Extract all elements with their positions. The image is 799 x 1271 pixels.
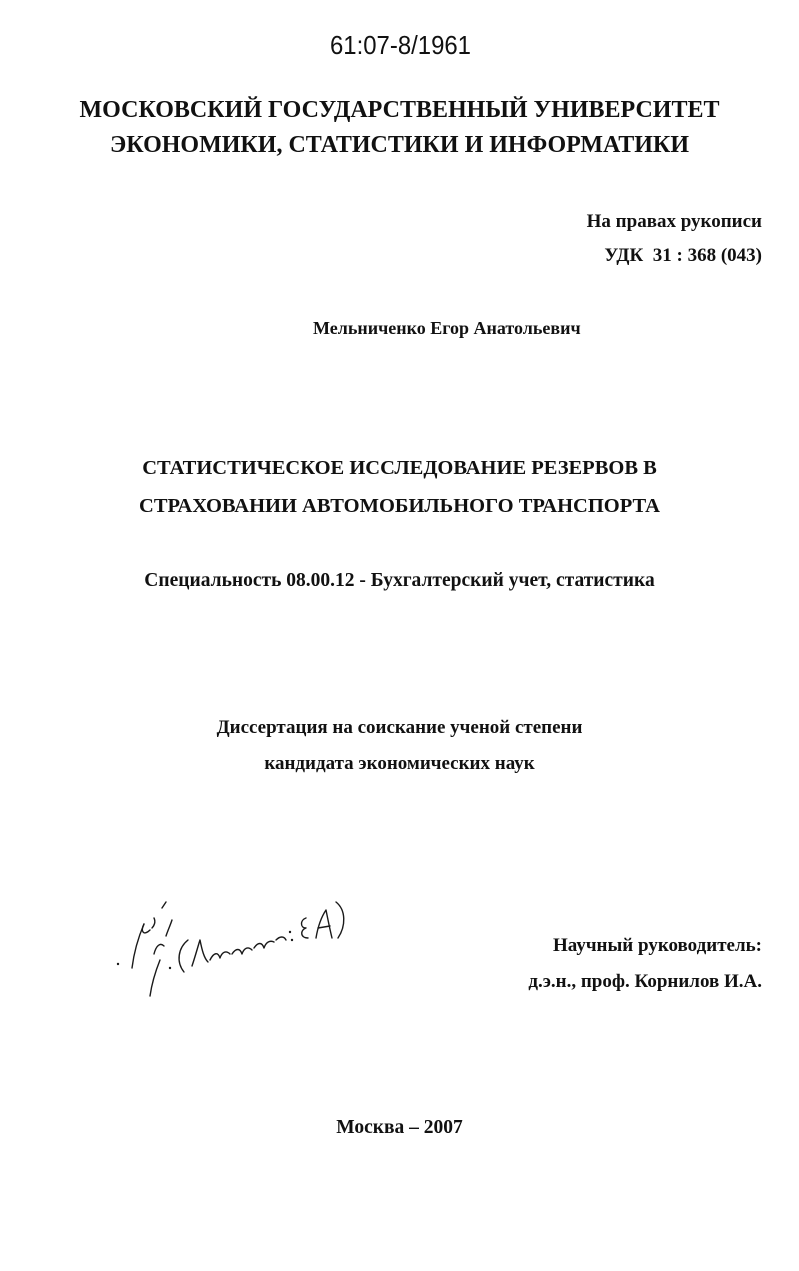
udk-code: УДК 31 : 368 (043) — [604, 245, 762, 266]
degree-statement-line-2: кандидата экономических наук — [264, 753, 535, 774]
university-name-line-1: МОСКОВСКИЙ ГОСУДАРСТВЕННЫЙ УНИВЕРСИТЕТ — [79, 97, 720, 123]
dissertation-title-line-2: СТРАХОВАНИИ АВТОМОБИЛЬНОГО ТРАНСПОРТА — [139, 495, 660, 517]
dissertation-title-line-1: СТАТИСТИЧЕСКОЕ ИССЛЕДОВАНИЕ РЕЗЕРВОВ В — [142, 457, 657, 479]
author-signature — [110, 880, 350, 1000]
supervisor-name: д.э.н., проф. Корнилов И.А. — [528, 971, 762, 992]
specialty-line: Специальность 08.00.12 - Бухгалтерский учет, статистика — [144, 570, 655, 591]
city-year: Москва – 2007 — [336, 1117, 463, 1138]
degree-statement-line-1: Диссертация на соискание ученой степени — [216, 717, 583, 738]
supervisor-label: Научный руководитель: — [553, 935, 762, 956]
manuscript-rights-label: На правах рукописи — [586, 211, 762, 232]
author-name: Мельниченко Егор Анатольевич — [313, 318, 581, 338]
university-name-line-2: ЭКОНОМИКИ, СТАТИСТИКИ И ИНФОРМАТИКИ — [110, 132, 689, 158]
catalog-number: 61:07-8/1961 — [330, 30, 471, 60]
